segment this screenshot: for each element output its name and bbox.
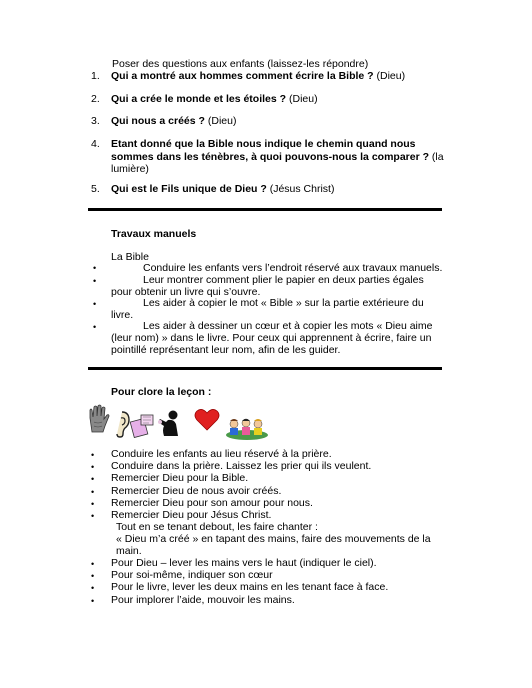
bullet: • — [93, 276, 97, 286]
list-item: Pour implorer l’aide, mouvoir les mains. — [111, 593, 295, 606]
bullet: • — [91, 583, 95, 594]
children-icon — [225, 416, 269, 440]
pray-icon — [130, 412, 156, 438]
list-item: Pour le livre, lever les deux mains en les tenant face à face. — [111, 581, 389, 594]
bullet: • — [91, 571, 95, 582]
bullet: • — [91, 559, 95, 569]
heart-icon — [194, 408, 220, 432]
question-text: sommes dans les ténèbres, à quoi pouvons-nous la comparer ? — [111, 150, 429, 163]
section-divider — [88, 367, 442, 370]
crafts-item-cont: pointillé représentant leur nom, afin de les guider. — [111, 344, 341, 356]
bullet: • — [91, 511, 95, 521]
bullet: • — [91, 450, 95, 460]
song-instruction: Tout en se tenant debout, les faire chanter : — [116, 521, 318, 533]
question-number: 1. — [91, 70, 100, 82]
question-answer: lumière) — [111, 163, 149, 175]
question-answer: (Dieu) — [373, 70, 406, 82]
question-text: Qui a montré aux hommes comment écrire la Bible ? — [111, 70, 374, 82]
crafts-item: Leur montrer comment plier le papier en deux parties égales — [143, 274, 424, 286]
crafts-heading: Travaux manuels — [111, 228, 197, 240]
list-item: Conduire les enfants au lieu réservé à la prière. — [111, 448, 332, 460]
bullet: • — [93, 263, 97, 273]
intro-text: Poser des questions aux enfants (laissez-les répondre) — [112, 58, 369, 70]
crafts-item-cont: livre. — [111, 309, 134, 321]
question-3 — [111, 115, 451, 128]
bullet: • — [91, 595, 95, 606]
question-text: Qui nous a créés ? — [111, 115, 205, 127]
crafts-item-cont: (leur nom) » dans le livre. Pour ceux qui apprennent à écrire, faire un — [111, 332, 432, 344]
bullet: • — [91, 498, 95, 509]
song-instruction: « Dieu m’a créé » en tapant des mains, faire des mouvements de la — [116, 533, 431, 545]
bullet: • — [91, 462, 95, 473]
list-item: Remercier Dieu pour son amour pour nous. — [111, 496, 313, 509]
crafts-subheading: La Bible — [111, 251, 149, 263]
list-item: Remercier Dieu pour la Bible. — [111, 472, 249, 485]
bullet: • — [93, 299, 97, 309]
crafts-item: Conduire les enfants vers l’endroit réservé aux travaux manuels. — [143, 262, 443, 274]
closing-heading: Pour clore la leçon : — [111, 386, 212, 398]
list-item: Conduire dans la prière. Laissez les prier qui ils veulent. — [111, 460, 372, 473]
list-item: Pour Dieu – lever les mains vers le haut (indiquer le ciel). — [111, 557, 377, 569]
bullet: • — [91, 486, 95, 497]
question-text: Etant donné que la Bible nous indique le chemin quand nous — [111, 138, 416, 150]
crafts-item-cont: pour obtenir un livre qui s’ouvre. — [111, 286, 261, 298]
list-item: Remercier Dieu pour Jésus Christ. — [111, 509, 272, 521]
crafts-item: Les aider à copier le mot « Bible » sur la partie extérieure du — [143, 297, 424, 309]
question-answer: (Jésus Christ) — [266, 183, 335, 195]
question-2 — [111, 93, 451, 106]
bullet: • — [91, 474, 95, 485]
bullet: • — [93, 322, 97, 332]
ear-icon — [113, 410, 131, 438]
question-text: Qui a crée le monde et les étoiles ? — [111, 93, 287, 105]
question-number: 5. — [91, 183, 100, 195]
question-5 — [111, 183, 451, 196]
list-item: Remercier Dieu de nous avoir créés. — [111, 484, 282, 497]
silhouette-pray-icon — [154, 408, 182, 438]
question-text: Qui est le Fils unique de Dieu ? — [111, 183, 267, 195]
crafts-item: Les aider à dessiner un cœur et à copier les mots « Dieu aime — [143, 320, 433, 332]
question-4 — [111, 138, 451, 176]
question-number: 4. — [91, 138, 100, 150]
song-instruction: main. — [116, 545, 142, 557]
section-divider — [88, 208, 442, 211]
list-item: Pour soi-même, indiquer son cœur — [111, 569, 273, 582]
question-number: 2. — [91, 93, 100, 105]
question-answer: (Dieu) — [286, 93, 318, 105]
hand-icon — [86, 404, 112, 434]
question-number: 3. — [91, 115, 100, 127]
question-answer: (la — [429, 150, 444, 163]
question-answer: (Dieu) — [204, 115, 237, 127]
question-1 — [111, 70, 451, 83]
